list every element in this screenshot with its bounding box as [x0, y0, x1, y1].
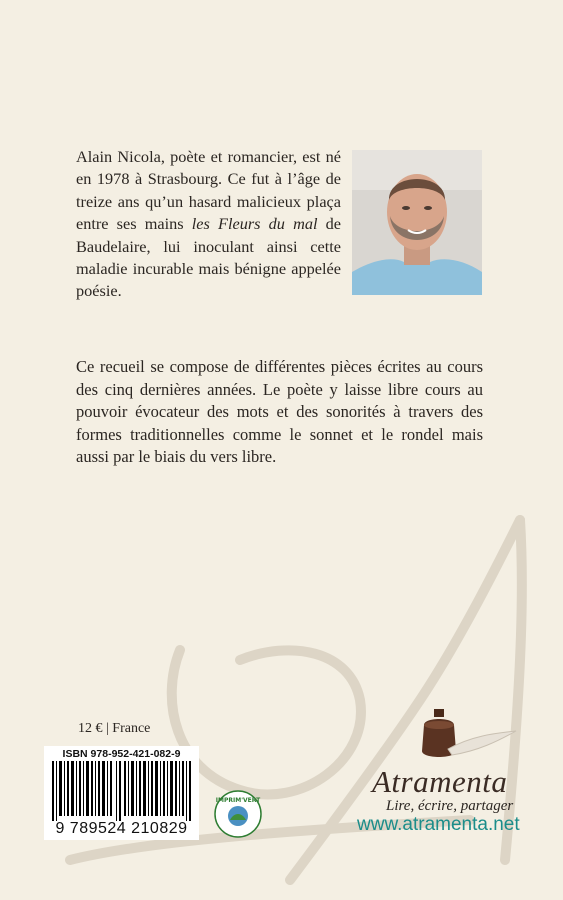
- inkwell-quill-icon: [418, 705, 518, 765]
- author-photo: [352, 150, 482, 295]
- publisher-website-link[interactable]: www.atramenta.net: [357, 814, 520, 835]
- publisher-name: Atramenta: [372, 764, 508, 799]
- book-summary: Ce recueil se compose de différentes pièces écrites au cours des cinq dernières années. Le poète y laisse libre cours au pouvoir évocateur des mots et des sonorités à travers des formes traditionnelles comme le sonnet et le rondel mais aussi par le biais du vers libre.: [76, 357, 483, 467]
- publisher-tagline: Lire, écrire, partager: [386, 798, 514, 814]
- isbn-barcode: [44, 746, 199, 840]
- isbn-label: ISBN 978-952-421-082-9: [62, 748, 181, 760]
- author-bio: [76, 146, 341, 303]
- bio-text-2: de Baudelaire, lui inoculant ainsi cette maladie incurable mais bénigne appelée poésie.: [76, 214, 342, 301]
- bio-book-title: les Fleurs du mal: [191, 214, 318, 234]
- barcode-bars: [50, 761, 193, 821]
- imprim-vert-text: IMPRIM'VERT: [215, 797, 261, 804]
- bio-text-1: Alain Nicola, poète et romancier, est né en 1978 à Strasbourg. Ce fut à l’âge de treize ans qu’un hasard malicieux plaça entre ses mains: [76, 147, 341, 234]
- imprim-vert-logo: [214, 790, 262, 838]
- isbn-digits: 9 789524 210829: [55, 820, 188, 837]
- price: 12 € | France: [78, 721, 151, 736]
